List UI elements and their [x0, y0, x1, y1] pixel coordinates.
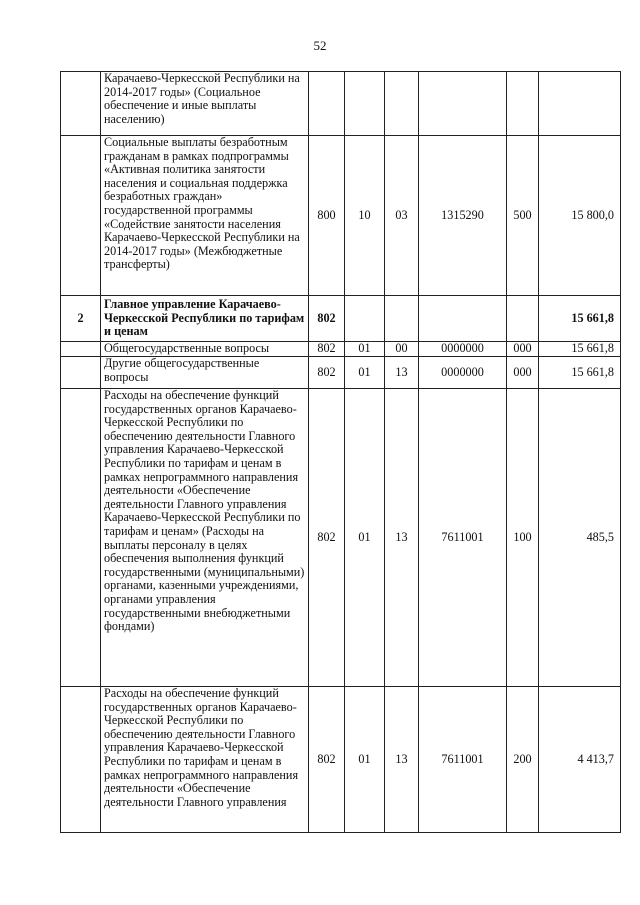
subsection-code	[385, 72, 419, 136]
target-code: 7611001	[419, 389, 507, 687]
ministry-code: 802	[309, 389, 345, 687]
expense-type-code	[507, 296, 539, 342]
row-name: Расходы на обеспечение функций государственных органов Карачаево-Черкесской Республики по обеспечению деятельности Главного управления Карачаево-Черкесской Республики по тарифам и ценам в рамках непрограммного направления деятельности «Обеспечение деятельности Главного управления Карачаево-Черкесской Республики по тарифам и ценам» (Расходы на выплаты персоналу в целях обеспечения выполнения функций государственными (муниципальными) органами, казенными учреждениями, органами управления государственными внебюджетными фондами)	[101, 389, 309, 687]
ministry-code: 802	[309, 342, 345, 357]
expense-type-code: 100	[507, 389, 539, 687]
section-code: 01	[345, 389, 385, 687]
ministry-code: 802	[309, 357, 345, 389]
target-code: 1315290	[419, 136, 507, 296]
subsection-code: 13	[385, 687, 419, 833]
amount: 15 661,8	[539, 357, 621, 389]
amount: 15 661,8	[539, 342, 621, 357]
amount	[539, 72, 621, 136]
expense-type-code: 000	[507, 357, 539, 389]
expense-type-code: 500	[507, 136, 539, 296]
row-number	[61, 136, 101, 296]
target-code	[419, 72, 507, 136]
table-row	[61, 687, 621, 833]
expense-type-code: 000	[507, 342, 539, 357]
subsection-code: 00	[385, 342, 419, 357]
ministry-code	[309, 72, 345, 136]
amount: 485,5	[539, 389, 621, 687]
row-name: Другие общегосударственные вопросы	[101, 357, 309, 389]
row-name: Общегосударственные вопросы	[101, 342, 309, 357]
page-number: 52	[313, 38, 327, 53]
section-code: 01	[345, 357, 385, 389]
table-row	[61, 357, 621, 389]
subsection-code: 03	[385, 136, 419, 296]
row-number	[61, 342, 101, 357]
section-code: 01	[345, 687, 385, 833]
section-code	[345, 296, 385, 342]
subsection-code: 13	[385, 389, 419, 687]
row-name: Главное управление Карачаево-Черкесской Республики по тарифам и ценам	[101, 296, 309, 342]
amount: 4 413,7	[539, 687, 621, 833]
row-number	[61, 72, 101, 136]
section-code: 10	[345, 136, 385, 296]
section-code	[345, 72, 385, 136]
target-code: 0000000	[419, 342, 507, 357]
target-code: 7611001	[419, 687, 507, 833]
row-name: Социальные выплаты безработным гражданам в рамках подпрограммы «Активная политика занятости населения и социальная поддержка безработных граждан» государственной программы «Содействие занятости населения Карачаево-Черкесской Республики на 2014-2017 годы» (Межбюджетные трансферты)	[101, 136, 309, 296]
row-number	[61, 389, 101, 687]
subsection-code: 13	[385, 357, 419, 389]
table-row	[61, 296, 621, 342]
expense-type-code	[507, 72, 539, 136]
ministry-code: 802	[309, 296, 345, 342]
table-row	[61, 389, 621, 687]
ministry-code: 800	[309, 136, 345, 296]
table-row	[61, 72, 621, 136]
target-code: 0000000	[419, 357, 507, 389]
amount: 15 800,0	[539, 136, 621, 296]
budget-table	[60, 71, 621, 833]
target-code	[419, 296, 507, 342]
expense-type-code: 200	[507, 687, 539, 833]
table-row	[61, 136, 621, 296]
table-row	[61, 342, 621, 357]
row-number	[61, 687, 101, 833]
ministry-code: 802	[309, 687, 345, 833]
row-number: 2	[61, 296, 101, 342]
row-number	[61, 357, 101, 389]
amount: 15 661,8	[539, 296, 621, 342]
section-code: 01	[345, 342, 385, 357]
row-name: Расходы на обеспечение функций государственных органов Карачаево-Черкесской Республики по обеспечению деятельности Главного управления Карачаево-Черкесской Республики по тарифам и ценам в рамках непрограммного направления деятельности «Обеспечение деятельности Главного управления	[101, 687, 309, 833]
row-name: Карачаево-Черкесской Республики на 2014-2017 годы» (Социальное обеспечение и иные выплаты населению)	[101, 72, 309, 136]
subsection-code	[385, 296, 419, 342]
